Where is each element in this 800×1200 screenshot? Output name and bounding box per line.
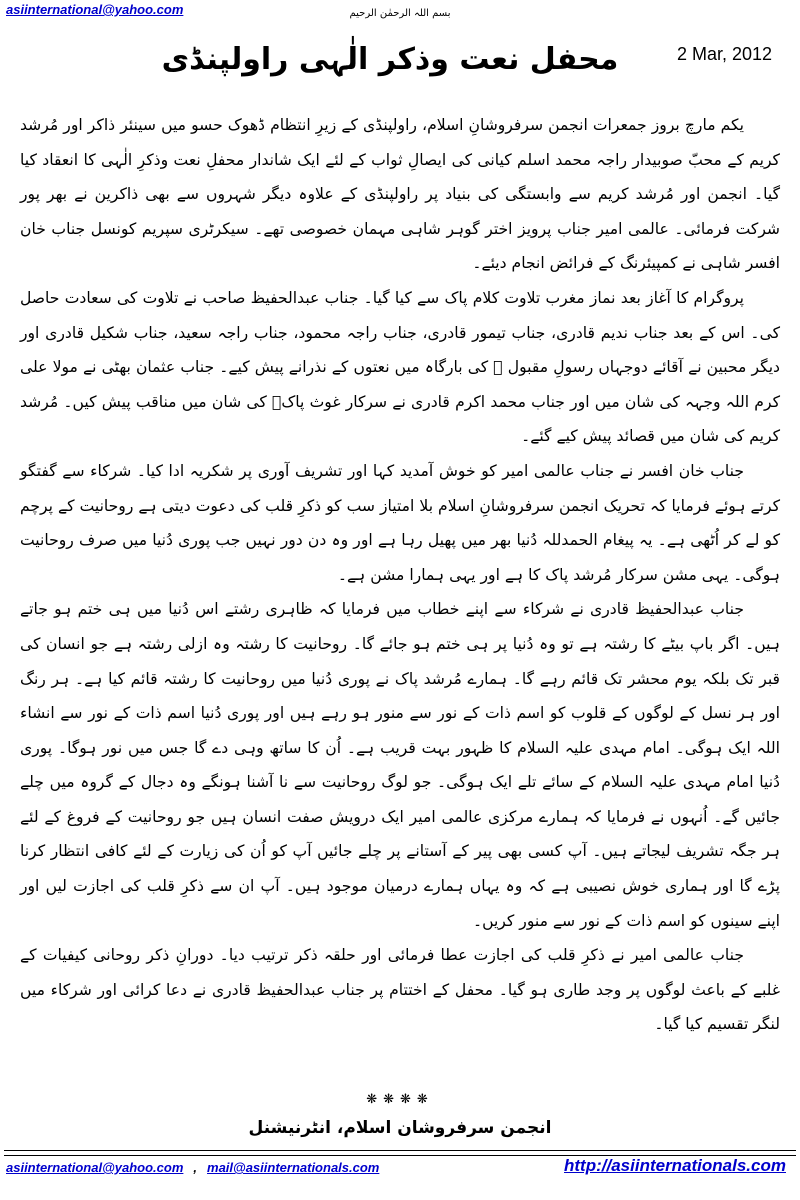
article-date: 2 Mar, 2012 — [676, 44, 772, 64]
article-body — [20, 108, 780, 1042]
article-paragraph: جناب خان افسر نے جناب عالمی امیر کو خوش آمدید کہا اور تشریف آوری پر شکریہ ادا کیا۔ شرکاء سے گفتگو کرتے ہوئے فرمایا کہ تحریک انجمن سرفروشانِ اسلام بلا امتیاز سب کو ذکرِ قلب کی دعوت دیتی ہے روحانیت کے پرچم کو لے کر اُٹھی ہے۔ یہ پیغام الحمدللہ دُنیا بھر میں پھیل رہا ہے اور وہ دن دور نہیں جب پوری دُنیا میں صرف روحانیت ہوگی۔ یہی مشن سرکار مُرشد پاک کا ہے اور یہی ہمارا مشن ہے۔ — [20, 461, 780, 584]
organization-name: انجمن سرفروشان اسلام، انٹرنیشنل — [248, 1118, 552, 1138]
article-paragraph: یکم مارچ بروز جمعرات انجمن سرفروشانِ اسلام، راولپنڈی کے زیرِ انتظام ڈھوک حسو میں سینئر ذاکر اور مُرشد کریم کے محبّ صوبیدار راجہ محمد اسلم کیانی کی ایصالِ ثواب کے لئے ایک شاندار محفلِ نعت وذکرِ الٰہی کا انعقاد کیا گیا۔ انجمن اور مُرشد کریم سے وابستگی کی بنیاد پر راولپنڈی کے علاوہ دیگر شہروں سے بھی ذاکرین نے بھر پور شرکت فرمائی۔ عالمی امیر جناب پرویز اختر گوہر شاہی مہمان خصوصی تھے۔ سیکرٹری سپریم کونسل جناب خان افسر شاہی نے کمپیئرنگ کے فرائض انجام دیئے۔ — [20, 116, 780, 273]
footer-website-link[interactable]: http://asiinternationals.com — [564, 1156, 786, 1175]
article-paragraph: پروگرام کا آغاز بعد نماز مغرب تلاوت کلام پاک سے کیا گیا۔ جناب عبدالحفیظ صاحب نے تلاوت کی سعادت حاصل کی۔ اس کے بعد جناب ندیم قادری، جناب تیمور قادری، جناب راجہ محمود، جناب راجہ سعید، جناب شکیل قادری اور دیگر محبین نے آقائے دوجہاں رسولِ مقبول ﷺ کی بارگاہ میں نعتوں کے نذرانے پیش کیے۔ جناب عثمان بھٹی نے مولا علی کرم اللہ وجہہ کی شان میں اور جناب محمد اکرم قادری نے سرکار غوث پاکؓ کی شان میں مناقب پیش کیں۔ مُرشد کریم کی شان میں قصائد پیش کیے گئے۔ — [20, 288, 780, 446]
bismillah-heading: بسم اللہ الرحمٰن الرحیم — [349, 8, 451, 19]
article-paragraph: جناب عبدالحفیظ قادری نے شرکاء سے اپنے خطاب میں فرمایا کہ ظاہری رشتے اس دُنیا میں ہی ختم ہو جاتے ہیں۔ اگر باپ بیٹے کا رشتہ ہے تو وہ دُنیا پر ہی ختم ہو جائے گا۔ روحانیت کا رشتہ وہ ازلی رشتہ ہے جو انسان کی قبر تک بلکہ یوم محشر تک قائم رہے گا۔ ہمارے مُرشد پاک نے پوری دُنیا میں روحانیت کا رشتہ قائم کیا ہے۔ ہر رنگ اور ہر نسل کے لوگوں کے قلوب کو اسم ذات کے نور سے منور ہو رہے ہیں اور پوری دُنیا اسم ذات کے نور سے انشاء اللہ ایک ہوگی۔ امام مہدی علیہ السلام کا ظہور بہت قریب ہے۔ اُن کا ساتھ وہی دے گا جس میں نور ہوگا۔ پوری دُنیا امام مہدی علیہ السلام کے سائے تلے ایک ہوگی۔ جو لوگ روحانیت سے نا آشنا ہونگے وہ دجال کے گروہ میں چلے جائیں گے۔ اُنہوں نے فرمایا کہ ہمارے مرکزی عالمی امیر ایک درویش صفت انسان ہیں جو روحانیت کے فروغ کے لئے ہر جگہ تشریف لیجاتے ہیں۔ آپ کسی بھی پیر کے آستانے پر چلے جائیں آپ کو اُن کی زیارت کے لئے کافی انتظار کرنا پڑے گا اور ہماری خوش نصیبی ہے کہ وہ یہاں ہمارے درمیان موجود ہیں۔ آپ ان سے ذکرِ قلب کی اجازت لیں اور اپنے سینوں کو اسم ذات کے نور سے منور کریں۔ — [20, 600, 780, 930]
footer-email-row — [6, 1160, 379, 1175]
ornament-stars: ❋❋❋❋ — [366, 1092, 434, 1107]
footer-email-link-1[interactable]: asiinternational@yahoo.com — [6, 1160, 184, 1175]
header-email-link[interactable]: asiinternational@yahoo.com — [6, 2, 184, 17]
article-paragraph: جناب عالمی امیر نے ذکرِ قلب کی اجازت عطا فرمائی اور حلقہ ذکر ترتیب دیا۔ دورانِ ذکر روحانی کیفیات کے غلبے کے باعث لوگوں پر وجد طاری ہو گیا۔ محفل کے اختتام پر جناب عبدالحفیظ قادری نے دعا کرائی اور شرکاء میں لنگر تقسیم کیا گیا۔ — [20, 946, 780, 1034]
footer-email-link-2[interactable]: mail@asiinternationals.com — [207, 1160, 380, 1175]
article-title: محفل نعت وذکر الٰہی راولپنڈی — [161, 42, 619, 77]
footer-email-separator: , — [193, 1160, 198, 1175]
